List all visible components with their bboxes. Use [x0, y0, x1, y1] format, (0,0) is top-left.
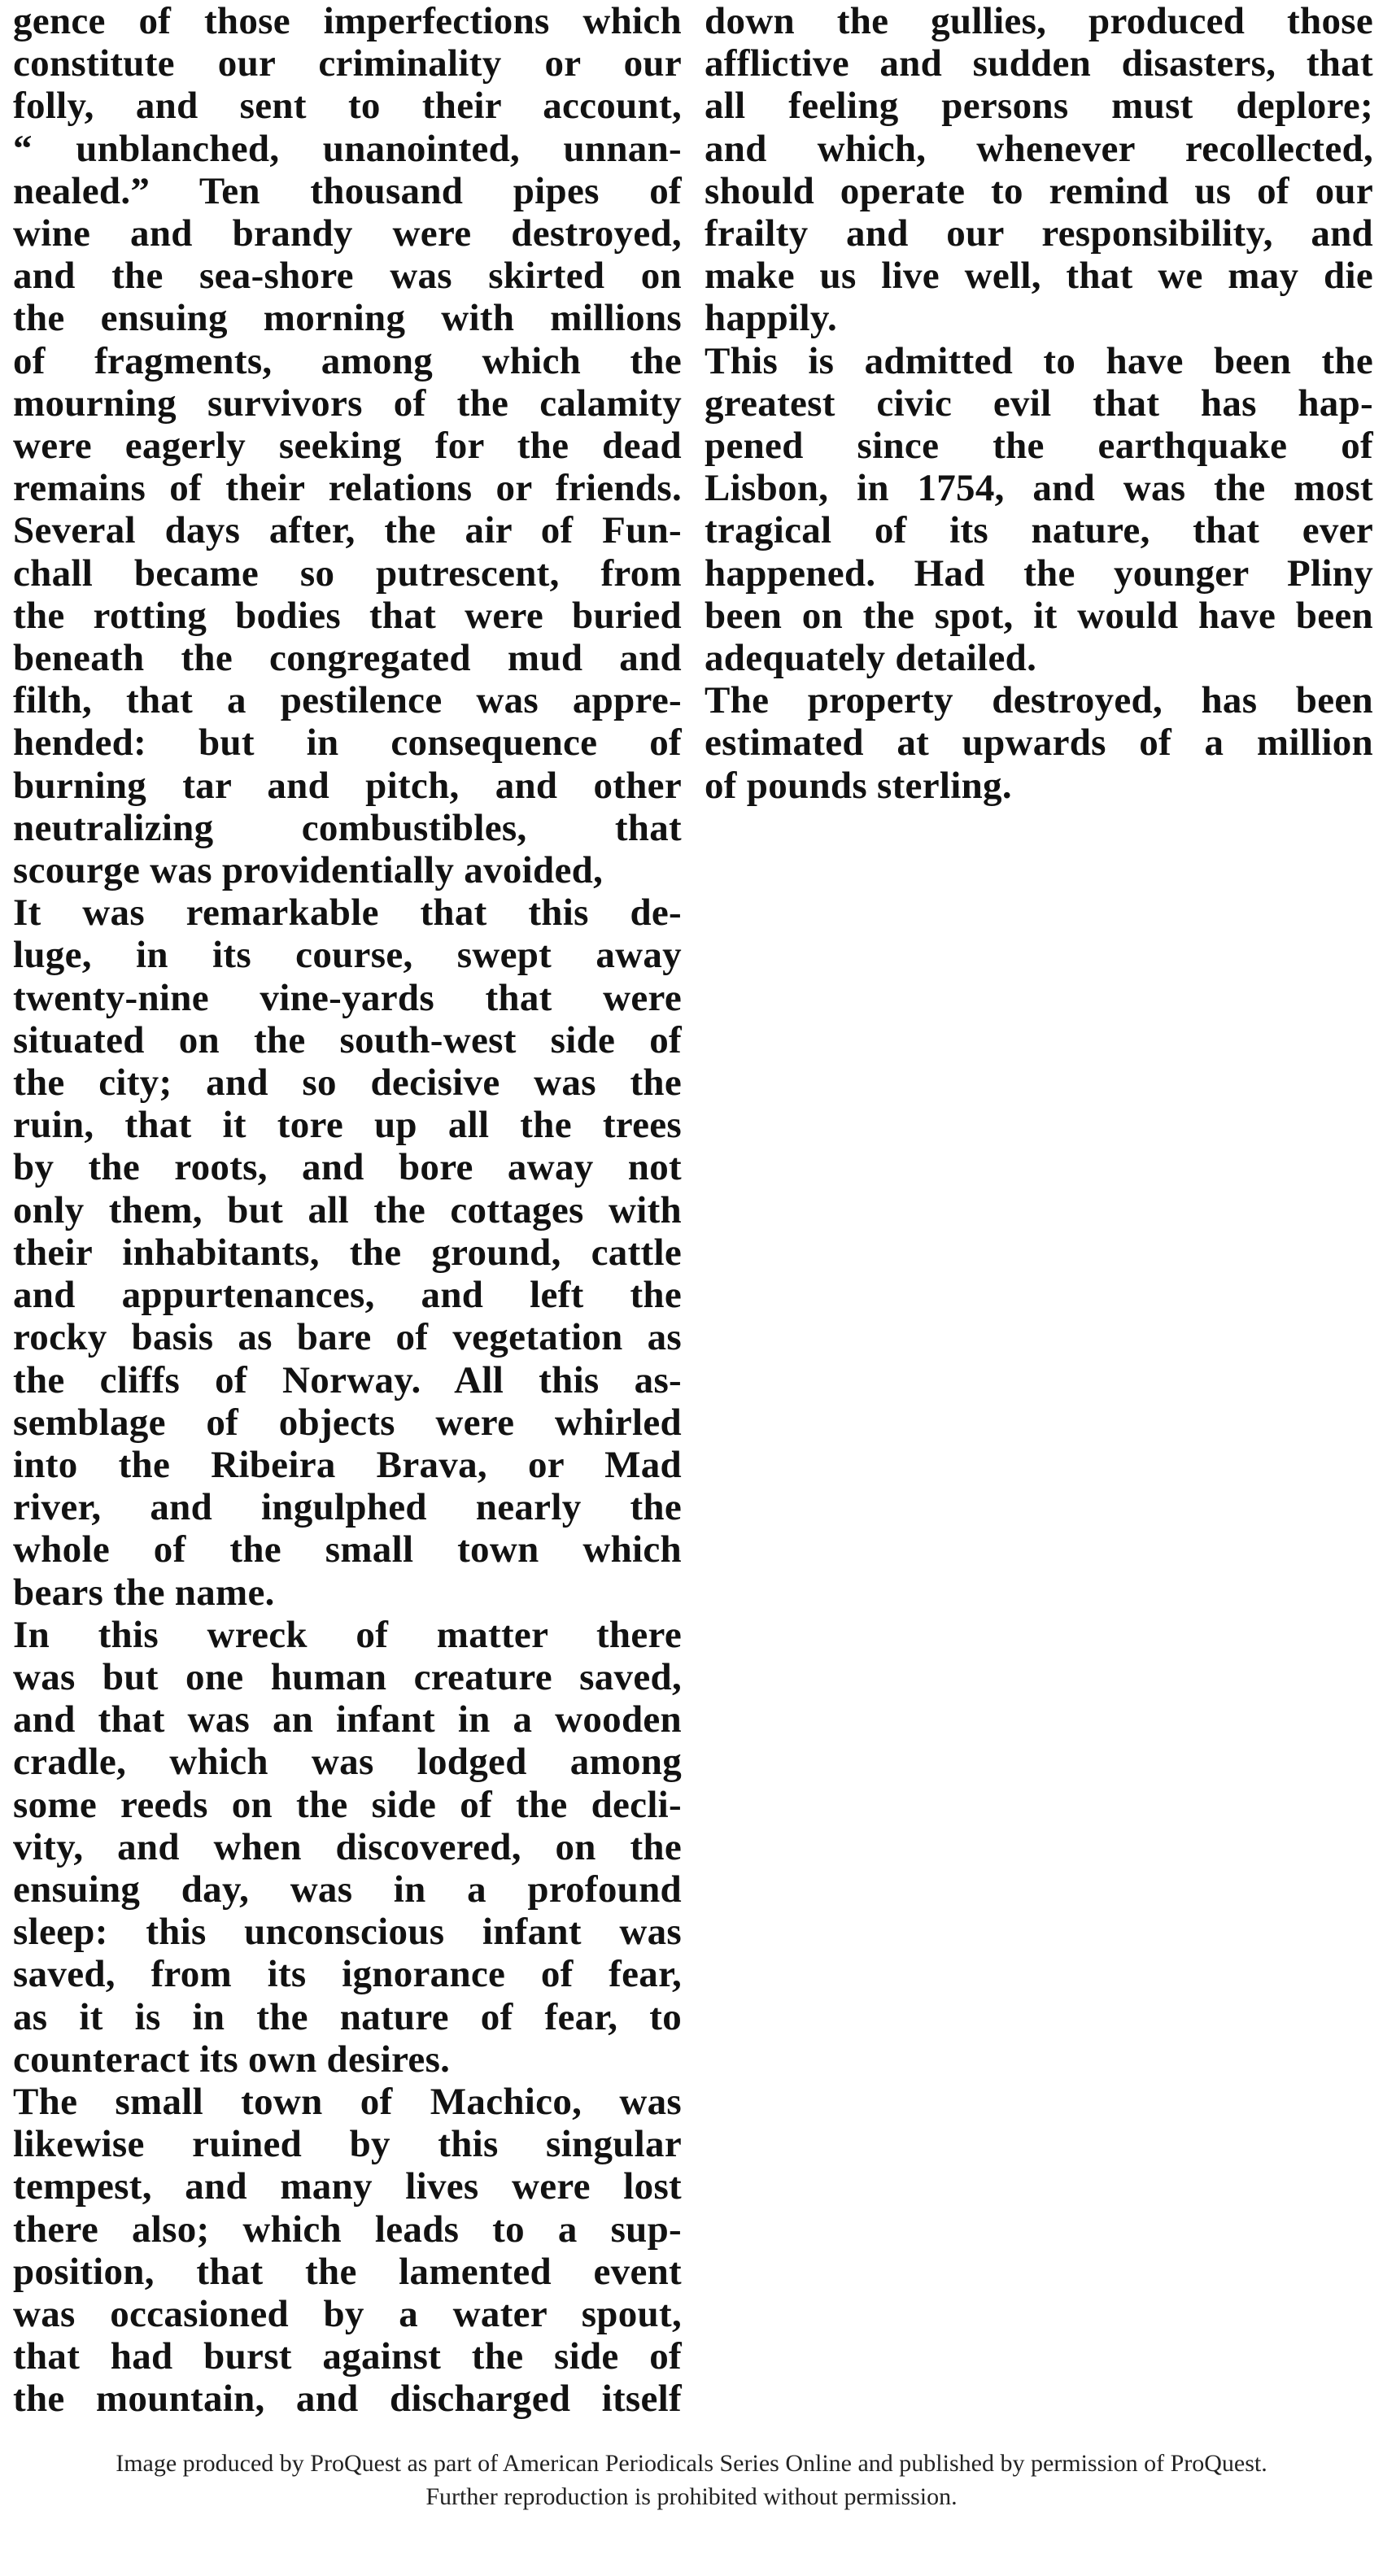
text-line: should operate to remind us of our: [705, 169, 1373, 212]
text-line: their inhabitants, the ground, cattle: [13, 1231, 682, 1274]
text-line: It was remarkable that this de-: [13, 891, 682, 935]
text-line: whole of the small town which: [13, 1528, 682, 1571]
text-line: twenty-nine vine-yards that were: [13, 976, 682, 1019]
text-line: In this wreck of matter there: [13, 1613, 682, 1656]
text-line: and the sea-shore was skirted on: [13, 255, 682, 298]
text-line: frailty and our responsibility, and: [705, 212, 1373, 255]
text-line: ruin, that it tore up all the trees: [13, 1104, 682, 1147]
text-line: hended: but in consequence of: [13, 721, 682, 765]
text-line: The property destroyed, has been: [705, 679, 1373, 722]
text-line: luge, in its course, swept away: [13, 934, 682, 977]
text-line: there also; which leads to a sup-: [13, 2208, 682, 2251]
text-line: likewise ruined by this singular: [13, 2123, 682, 2166]
text-line: the cliffs of Norway. All this as-: [13, 1358, 682, 1401]
text-line: the mountain, and discharged itself: [13, 2378, 682, 2421]
text-line: mourning survivors of the calamity: [13, 381, 682, 425]
text-line: afflictive and sudden disasters, that: [705, 42, 1373, 85]
text-line: river, and ingulphed nearly the: [13, 1486, 682, 1529]
text-line: chall became so putrescent, from: [13, 551, 682, 595]
text-line: make us live well, that we may die: [705, 255, 1373, 298]
text-line: vity, and when discovered, on the: [13, 1825, 682, 1868]
text-line: remains of their relations or friends.: [13, 467, 682, 510]
text-line: beneath the congregated mud and: [13, 637, 682, 680]
text-line: down the gullies, produced those: [705, 0, 1373, 42]
text-line: as it is in the nature of fear, to: [13, 1995, 682, 2038]
text-line: and appurtenances, and left the: [13, 1274, 682, 1317]
footer-attribution: Image produced by ProQuest as part of American Periodicals Series Online and published by permission of ProQuest.: [116, 2450, 1267, 2477]
text-line: constitute our criminality or our: [13, 42, 682, 85]
text-line: the ensuing morning with millions: [13, 297, 682, 340]
text-line: tragical of its nature, that ever: [705, 509, 1373, 552]
text-line: The small town of Machico, was: [13, 2080, 682, 2123]
text-line: Lisbon, in 1754, and was the most: [705, 467, 1373, 510]
text-line: This is admitted to have been the: [705, 339, 1373, 382]
text-line: all feeling persons must deplore;: [705, 85, 1373, 128]
text-line: nealed.” Ten thousand pipes of: [13, 169, 682, 212]
text-line: some reeds on the side of the decli-: [13, 1783, 682, 1826]
text-line: ensuing day, was in a profound: [13, 1868, 682, 1911]
text-line: into the Ribeira Brava, or Mad: [13, 1443, 682, 1486]
text-line: that had burst against the side of: [13, 2335, 682, 2378]
text-line: saved, from its ignorance of fear,: [13, 1953, 682, 1996]
text-line: Several days after, the air of Fun-: [13, 509, 682, 552]
text-line: happily.: [705, 297, 838, 340]
text-line: position, that the lamented event: [13, 2250, 682, 2293]
text-line: folly, and sent to their account,: [13, 85, 682, 128]
text-line: wine and brandy were destroyed,: [13, 212, 682, 255]
footer-permission-notice: Further reproduction is prohibited without permission.: [425, 2483, 958, 2510]
text-line: semblage of objects were whirled: [13, 1401, 682, 1444]
text-line: burning tar and pitch, and other: [13, 764, 682, 807]
text-line: bears the name.: [13, 1571, 275, 1614]
text-line: counteract its own desires.: [13, 2038, 451, 2081]
text-line: adequately detailed.: [705, 637, 1037, 680]
text-line: by the roots, and bore away not: [13, 1146, 682, 1189]
text-line: were eagerly seeking for the dead: [13, 425, 682, 468]
text-line: and which, whenever recollected,: [705, 127, 1373, 170]
right-text-column: [705, 0, 1373, 807]
text-line: neutralizing combustibles, that: [13, 806, 682, 849]
text-line: the rotting bodies that were buried: [13, 594, 682, 637]
text-line: gence of those imperfections which: [13, 0, 682, 42]
left-text-column: [13, 0, 682, 2421]
text-line: happened. Had the younger Pliny: [705, 551, 1373, 595]
text-line: only them, but all the cottages with: [13, 1188, 682, 1231]
text-line: been on the spot, it would have been: [705, 594, 1373, 637]
text-line: tempest, and many lives were lost: [13, 2165, 682, 2208]
text-line: the city; and so decisive was the: [13, 1061, 682, 1105]
text-line: sleep: this unconscious infant was: [13, 1911, 682, 1954]
text-line: situated on the south-west side of: [13, 1018, 682, 1061]
text-line: scourge was providentially avoided,: [13, 849, 604, 892]
text-line: estimated at upwards of a million: [705, 721, 1373, 765]
text-line: and that was an infant in a wooden: [13, 1698, 682, 1741]
text-line: filth, that a pestilence was appre-: [13, 679, 682, 722]
text-line: “ unblanched, unanointed, unnan-: [13, 127, 682, 170]
text-line: of fragments, among which the: [13, 339, 682, 382]
text-line: pened since the earthquake of: [705, 425, 1373, 468]
text-line: was but one human creature saved,: [13, 1655, 682, 1698]
text-line: of pounds sterling.: [705, 764, 1012, 807]
text-line: was occasioned by a water spout,: [13, 2292, 682, 2335]
text-line: rocky basis as bare of vegetation as: [13, 1316, 682, 1359]
text-line: greatest civic evil that has hap-: [705, 381, 1373, 425]
text-line: cradle, which was lodged among: [13, 1741, 682, 1784]
